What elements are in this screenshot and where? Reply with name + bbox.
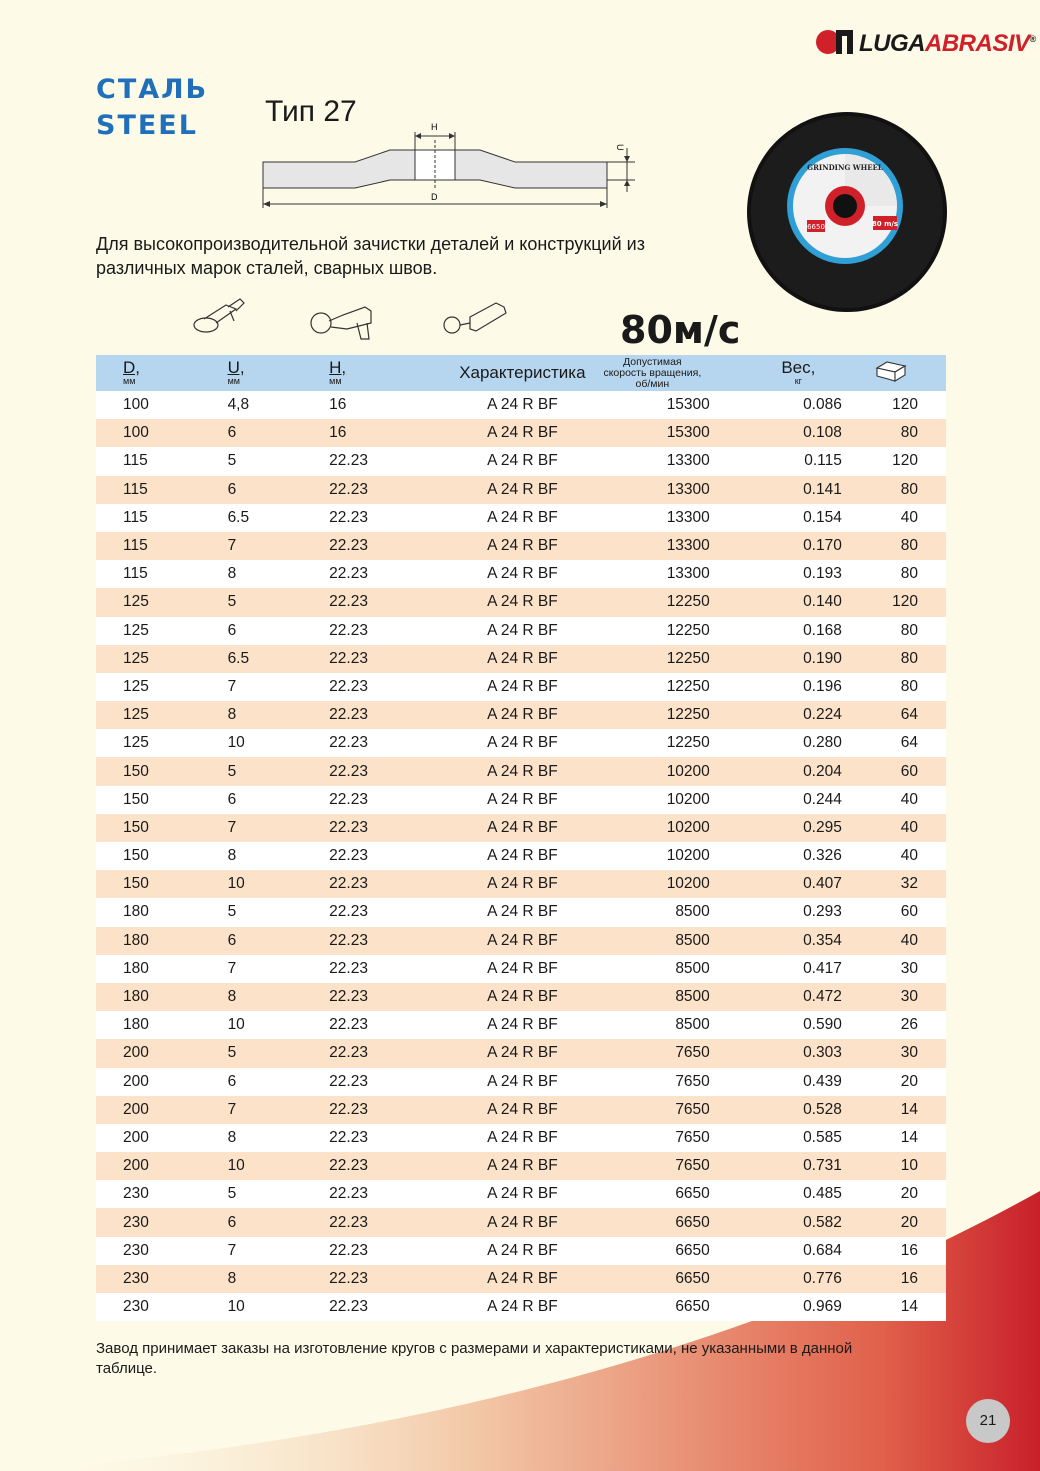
product-label-text: GRINDING WHEEL [807, 163, 883, 172]
cell-u: 6 [227, 1213, 237, 1231]
cell-u: 10 [227, 1298, 245, 1316]
table-row [96, 842, 946, 870]
cell-characteristic: A 24 R BF [487, 1185, 558, 1203]
cell-speed: 10200 [666, 875, 710, 893]
cell-weight: 0.326 [803, 847, 842, 865]
cell-characteristic: A 24 R BF [487, 875, 558, 893]
title-ru: СТАЛЬ [96, 74, 209, 105]
cell-pack: 40 [900, 847, 918, 865]
cell-h: 22.23 [329, 480, 368, 498]
cell-h: 22.23 [329, 537, 368, 555]
cell-d: 150 [123, 790, 149, 808]
cell-pack: 14 [900, 1128, 918, 1146]
die-grinder-icon [440, 293, 512, 343]
cell-u: 7 [227, 537, 237, 555]
cell-pack: 64 [900, 734, 918, 752]
cell-d: 150 [123, 847, 149, 865]
cell-pack: 30 [900, 988, 918, 1006]
table-row [96, 504, 946, 532]
header-weight: Вес, кг [781, 358, 816, 386]
cell-characteristic: A 24 R BF [487, 903, 558, 921]
table-row [96, 1068, 946, 1096]
cell-speed: 12250 [666, 734, 710, 752]
table-row [96, 532, 946, 560]
cell-speed: 10200 [666, 762, 710, 780]
cell-characteristic: A 24 R BF [487, 734, 558, 752]
cell-pack: 80 [900, 480, 918, 498]
header-characteristic: Характеристика [459, 363, 586, 382]
cell-weight: 0.204 [803, 762, 842, 780]
cell-u: 5 [227, 762, 237, 780]
cell-u: 10 [227, 875, 245, 893]
cell-u: 7 [227, 1100, 237, 1118]
cell-weight: 0.590 [803, 1016, 842, 1034]
cell-h: 22.23 [329, 565, 368, 583]
cell-weight: 0.295 [803, 818, 842, 836]
cell-d: 230 [123, 1298, 149, 1316]
cell-u: 10 [227, 734, 245, 752]
cell-speed: 13300 [666, 480, 710, 498]
cell-u: 6.5 [227, 508, 250, 526]
cell-characteristic: A 24 R BF [487, 959, 558, 977]
table-header-row [96, 355, 946, 391]
cell-pack: 30 [900, 959, 918, 977]
cell-d: 115 [123, 508, 148, 526]
cell-h: 22.23 [329, 734, 368, 752]
cell-u: 8 [227, 988, 237, 1006]
table-row [96, 476, 946, 504]
cell-pack: 60 [900, 903, 918, 921]
cell-h: 16 [329, 424, 347, 442]
header-speed: Допустимая скорость вращения, об/мин [603, 355, 702, 390]
cell-pack: 14 [900, 1298, 918, 1316]
cell-speed: 13300 [666, 537, 710, 555]
cell-d: 115 [123, 480, 148, 498]
cell-u: 6.5 [227, 649, 250, 667]
cell-characteristic: A 24 R BF [487, 847, 558, 865]
cell-h: 22.23 [329, 1044, 368, 1062]
cell-weight: 0.168 [803, 621, 842, 639]
cell-speed: 13300 [666, 452, 710, 470]
cell-weight: 0.776 [803, 1269, 842, 1287]
footer-note: Завод принимает заказы на изготовление кругов с размерами и характеристиками, не указанными в данной таблице. [96, 1340, 853, 1377]
cell-characteristic: A 24 R BF [487, 1072, 558, 1090]
cell-u: 8 [227, 847, 237, 865]
cell-characteristic: A 24 R BF [487, 452, 558, 470]
cell-u: 8 [227, 1128, 237, 1146]
table-body [96, 391, 946, 1321]
cell-d: 180 [123, 959, 149, 977]
cell-u: 6 [227, 424, 237, 442]
cell-d: 125 [123, 593, 149, 611]
cell-pack: 64 [900, 706, 918, 724]
cell-weight: 0.731 [803, 1157, 842, 1175]
cell-speed: 15300 [666, 396, 710, 414]
cell-h: 22.23 [329, 1298, 368, 1316]
table-row [96, 983, 946, 1011]
cell-d: 180 [123, 1016, 149, 1034]
cell-speed: 8500 [675, 988, 710, 1006]
table-row [96, 701, 946, 729]
cell-speed: 13300 [666, 565, 710, 583]
cell-u: 10 [227, 1016, 245, 1034]
cell-characteristic: A 24 R BF [487, 621, 558, 639]
cell-d: 125 [123, 677, 149, 695]
cell-pack: 20 [900, 1213, 918, 1231]
table-row [96, 955, 946, 983]
table-row [96, 927, 946, 955]
table-row [96, 1096, 946, 1124]
table-row [96, 447, 946, 475]
table-row [96, 1180, 946, 1208]
cell-d: 180 [123, 931, 149, 949]
cell-characteristic: A 24 R BF [487, 931, 558, 949]
wheel-profile-drawing [255, 118, 645, 213]
cell-pack: 80 [900, 621, 918, 639]
table-row [96, 1152, 946, 1180]
cell-h: 22.23 [329, 593, 368, 611]
cell-d: 200 [123, 1157, 149, 1175]
cell-h: 22.23 [329, 847, 368, 865]
cell-speed: 12250 [666, 677, 710, 695]
cell-d: 200 [123, 1044, 149, 1062]
cell-u: 10 [227, 1157, 245, 1175]
cell-speed: 10200 [666, 818, 710, 836]
profile-h-label: H [431, 122, 438, 132]
cell-u: 6 [227, 931, 237, 949]
cell-pack: 20 [900, 1072, 918, 1090]
angle-grinder-icon [190, 293, 246, 343]
cell-h: 22.23 [329, 903, 368, 921]
cell-u: 5 [227, 1044, 237, 1062]
cell-pack: 40 [900, 508, 918, 526]
cell-h: 22.23 [329, 508, 368, 526]
cell-pack: 80 [900, 677, 918, 695]
cell-u: 7 [227, 677, 237, 695]
cell-h: 22.23 [329, 762, 368, 780]
cell-speed: 6650 [675, 1213, 710, 1231]
table-row [96, 1011, 946, 1039]
product-disc-image [745, 110, 950, 315]
cell-pack: 120 [892, 452, 918, 470]
cell-d: 150 [123, 762, 149, 780]
cell-weight: 0.684 [803, 1241, 842, 1259]
product-speed-text: 80 m/s [871, 220, 899, 228]
cell-weight: 0.190 [803, 649, 842, 667]
cell-characteristic: A 24 R BF [487, 396, 558, 414]
table-row [96, 419, 946, 447]
cell-pack: 120 [892, 396, 918, 414]
title-en: STEEL [96, 110, 198, 141]
box-icon [875, 360, 907, 382]
cell-characteristic: A 24 R BF [487, 565, 558, 583]
table-row [96, 898, 946, 926]
table-row [96, 814, 946, 842]
cell-speed: 10200 [666, 790, 710, 808]
cell-d: 115 [123, 565, 148, 583]
cell-h: 22.23 [329, 988, 368, 1006]
profile-u-label: U [615, 144, 625, 151]
cell-characteristic: A 24 R BF [487, 1016, 558, 1034]
specs-table [96, 355, 946, 1321]
table-row [96, 786, 946, 814]
cell-weight: 0.485 [803, 1185, 842, 1203]
cell-pack: 80 [900, 649, 918, 667]
cell-weight: 0.354 [803, 931, 842, 949]
cell-weight: 0.582 [803, 1213, 842, 1231]
cell-h: 22.23 [329, 677, 368, 695]
header-pack [864, 355, 946, 391]
cell-speed: 7650 [675, 1128, 710, 1146]
cell-characteristic: A 24 R BF [487, 790, 558, 808]
cell-u: 6 [227, 621, 237, 639]
cell-pack: 80 [900, 565, 918, 583]
cell-pack: 16 [900, 1241, 918, 1259]
cell-d: 125 [123, 706, 149, 724]
straight-grinder-icon [305, 293, 377, 343]
cell-weight: 0.293 [803, 903, 842, 921]
cell-d: 125 [123, 649, 149, 667]
cell-d: 200 [123, 1128, 149, 1146]
cell-weight: 0.439 [803, 1072, 842, 1090]
cell-speed: 13300 [666, 508, 710, 526]
cell-weight: 0.141 [803, 480, 842, 498]
cell-characteristic: A 24 R BF [487, 537, 558, 555]
table-row [96, 588, 946, 616]
cell-characteristic: A 24 R BF [487, 424, 558, 442]
cell-pack: 60 [900, 762, 918, 780]
cell-characteristic: A 24 R BF [487, 1298, 558, 1316]
cell-u: 7 [227, 818, 237, 836]
cell-u: 8 [227, 565, 237, 583]
cell-speed: 12250 [666, 621, 710, 639]
cell-weight: 0.196 [803, 677, 842, 695]
cell-d: 125 [123, 621, 149, 639]
table-row [96, 1265, 946, 1293]
cell-characteristic: A 24 R BF [487, 480, 558, 498]
cell-characteristic: A 24 R BF [487, 1044, 558, 1062]
cell-h: 22.23 [329, 1185, 368, 1203]
cell-u: 5 [227, 452, 237, 470]
cell-h: 22.23 [329, 1072, 368, 1090]
table-row [96, 1208, 946, 1236]
brand-logo [815, 26, 1036, 62]
cell-d: 200 [123, 1072, 149, 1090]
table-row [96, 560, 946, 588]
cell-characteristic: A 24 R BF [487, 1213, 558, 1231]
cell-d: 115 [123, 537, 148, 555]
cell-characteristic: A 24 R BF [487, 988, 558, 1006]
table-row [96, 617, 946, 645]
cell-u: 5 [227, 593, 237, 611]
table-row [96, 1124, 946, 1152]
cell-speed: 6650 [675, 1298, 710, 1316]
cell-h: 22.23 [329, 1213, 368, 1231]
cell-weight: 0.140 [803, 593, 842, 611]
cell-weight: 0.407 [803, 875, 842, 893]
cell-h: 22.23 [329, 790, 368, 808]
cell-h: 22.23 [329, 1241, 368, 1259]
cell-pack: 10 [900, 1157, 918, 1175]
cell-pack: 40 [900, 818, 918, 836]
product-rpm-text: 6650 [807, 223, 825, 231]
cell-speed: 7650 [675, 1044, 710, 1062]
header-h: H, мм [329, 358, 347, 386]
cell-speed: 6650 [675, 1241, 710, 1259]
cell-d: 180 [123, 988, 149, 1006]
cell-weight: 0.086 [803, 396, 842, 414]
cell-u: 6 [227, 480, 237, 498]
cell-u: 6 [227, 1072, 237, 1090]
cell-weight: 0.108 [803, 424, 842, 442]
cell-weight: 0.969 [803, 1298, 842, 1316]
cell-h: 16 [329, 396, 347, 414]
cell-d: 230 [123, 1269, 149, 1287]
cell-speed: 8500 [675, 1016, 710, 1034]
cell-weight: 0.585 [803, 1128, 842, 1146]
cell-weight: 0.528 [803, 1100, 842, 1118]
cell-characteristic: A 24 R BF [487, 762, 558, 780]
cell-u: 7 [227, 1241, 237, 1259]
cell-characteristic: A 24 R BF [487, 649, 558, 667]
cell-pack: 20 [900, 1185, 918, 1203]
cell-h: 22.23 [329, 1100, 368, 1118]
cell-pack: 40 [900, 931, 918, 949]
cell-d: 100 [123, 424, 149, 442]
table-row [96, 391, 946, 419]
cell-h: 22.23 [329, 706, 368, 724]
cell-speed: 6650 [675, 1269, 710, 1287]
cell-speed: 7650 [675, 1157, 710, 1175]
cell-d: 230 [123, 1185, 149, 1203]
cell-pack: 80 [900, 537, 918, 555]
cell-h: 22.23 [329, 931, 368, 949]
header-u: U, мм [227, 358, 245, 386]
cell-h: 22.23 [329, 649, 368, 667]
cell-d: 180 [123, 903, 149, 921]
cell-d: 125 [123, 734, 149, 752]
cell-d: 230 [123, 1213, 149, 1231]
cell-speed: 7650 [675, 1072, 710, 1090]
cell-h: 22.23 [329, 1016, 368, 1034]
cell-pack: 16 [900, 1269, 918, 1287]
cell-speed: 8500 [675, 931, 710, 949]
table-row [96, 1237, 946, 1265]
cell-weight: 0.244 [803, 790, 842, 808]
cell-u: 6 [227, 790, 237, 808]
table-row [96, 1293, 946, 1321]
cell-h: 22.23 [329, 875, 368, 893]
cell-d: 100 [123, 396, 149, 414]
cell-characteristic: A 24 R BF [487, 593, 558, 611]
cell-weight: 0.154 [803, 508, 842, 526]
cell-speed: 6650 [675, 1185, 710, 1203]
cell-h: 22.23 [329, 621, 368, 639]
cell-characteristic: A 24 R BF [487, 508, 558, 526]
cell-speed: 12250 [666, 593, 710, 611]
cell-d: 200 [123, 1100, 149, 1118]
cell-speed: 12250 [666, 649, 710, 667]
cell-h: 22.23 [329, 452, 368, 470]
speed-badge: 80м/с [620, 308, 741, 352]
cell-h: 22.23 [329, 959, 368, 977]
cell-h: 22.23 [329, 1128, 368, 1146]
cell-d: 115 [123, 452, 148, 470]
cell-d: 150 [123, 818, 149, 836]
cell-pack: 30 [900, 1044, 918, 1062]
cell-characteristic: A 24 R BF [487, 1269, 558, 1287]
cell-characteristic: A 24 R BF [487, 1100, 558, 1118]
table-row [96, 673, 946, 701]
cell-speed: 7650 [675, 1100, 710, 1118]
cell-pack: 26 [900, 1016, 918, 1034]
type-label: Тип 27 [265, 95, 357, 128]
table-row [96, 1039, 946, 1067]
cell-characteristic: A 24 R BF [487, 1157, 558, 1175]
cell-weight: 0.303 [803, 1044, 842, 1062]
cell-weight: 0.193 [803, 565, 842, 583]
cell-d: 150 [123, 875, 149, 893]
cell-d: 230 [123, 1241, 149, 1259]
cell-weight: 0.224 [803, 706, 842, 724]
cell-characteristic: A 24 R BF [487, 818, 558, 836]
cell-pack: 32 [900, 875, 918, 893]
cell-pack: 80 [900, 424, 918, 442]
cell-weight: 0.280 [803, 734, 842, 752]
cell-speed: 8500 [675, 903, 710, 921]
cell-u: 5 [227, 903, 237, 921]
cell-weight: 0.170 [803, 537, 842, 555]
profile-d-label: D [431, 192, 438, 202]
cell-u: 8 [227, 1269, 237, 1287]
cell-pack: 40 [900, 790, 918, 808]
cell-speed: 15300 [666, 424, 710, 442]
cell-characteristic: A 24 R BF [487, 677, 558, 695]
cell-h: 22.23 [329, 818, 368, 836]
cell-speed: 10200 [666, 847, 710, 865]
page-number: 21 [966, 1399, 1010, 1443]
brand-wordmark: LUGAABRASIV® [859, 30, 1036, 57]
cell-weight: 0.472 [803, 988, 842, 1006]
cell-speed: 8500 [675, 959, 710, 977]
cell-h: 22.23 [329, 1269, 368, 1287]
description: Для высокопроизводительной зачистки деталей и конструкций из различных марок сталей, сварных швов. [96, 234, 645, 278]
table-row [96, 757, 946, 785]
cell-characteristic: A 24 R BF [487, 1128, 558, 1146]
cell-characteristic: A 24 R BF [487, 706, 558, 724]
cell-h: 22.23 [329, 1157, 368, 1175]
cell-characteristic: A 24 R BF [487, 1241, 558, 1259]
cell-u: 8 [227, 706, 237, 724]
cell-pack: 14 [900, 1100, 918, 1118]
brand-mark-icon [815, 26, 857, 58]
table-row [96, 870, 946, 898]
table-row [96, 645, 946, 673]
cell-u: 7 [227, 959, 237, 977]
cell-u: 4,8 [227, 396, 250, 414]
cell-weight: 0.115 [804, 452, 842, 470]
cell-u: 5 [227, 1185, 237, 1203]
cell-speed: 12250 [666, 706, 710, 724]
cell-weight: 0.417 [803, 959, 842, 977]
header-d: D, мм [123, 358, 140, 386]
cell-pack: 120 [892, 593, 918, 611]
table-row [96, 729, 946, 757]
